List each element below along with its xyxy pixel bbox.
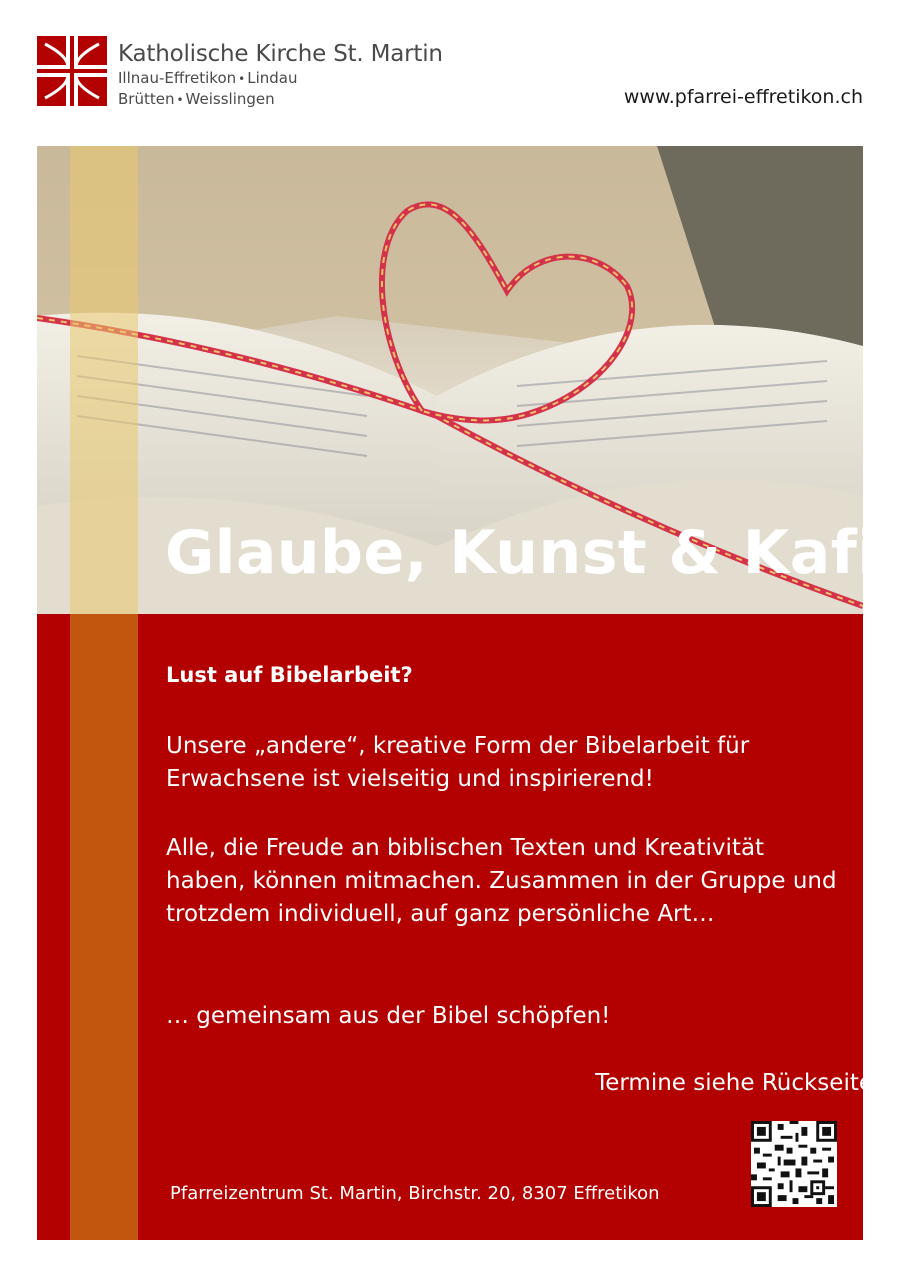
qr-code-icon[interactable] bbox=[751, 1121, 837, 1207]
vertical-band bbox=[70, 614, 138, 1240]
poster-title: Glaube, Kunst & Kafi bbox=[165, 518, 879, 588]
paragraph-audience: Alle, die Freude an biblischen Texten und Kreativität haben, können mitmachen. Zusammen in der Gruppe und trotzdem individuell, auf ganz persönliche Art… bbox=[166, 835, 837, 927]
paragraph-closing: … gemeinsam aus der Bibel schöpfen! bbox=[166, 1003, 611, 1029]
location-bruetten: Brütten bbox=[118, 90, 175, 108]
website-link[interactable]: www.pfarrei-effretikon.ch bbox=[623, 86, 863, 108]
organization-locations-1 bbox=[118, 68, 443, 89]
separator-dot: • bbox=[238, 72, 246, 86]
location-illnau: Illnau-Effretikon bbox=[118, 69, 237, 87]
schedule-note: Termine siehe Rückseite bbox=[595, 1070, 873, 1096]
vertical-band-overlay bbox=[70, 146, 138, 614]
organization-name: Katholische Kirche St. Martin bbox=[118, 41, 443, 67]
separator-dot: • bbox=[176, 93, 184, 107]
content-heading: Lust auf Bibelarbeit? bbox=[166, 663, 413, 687]
organization-block bbox=[118, 40, 443, 110]
organization-locations-2 bbox=[118, 89, 443, 110]
paragraph-intro: Unsere „andere“, kreative Form der Bibelarbeit für Erwachsene ist vielseitig und inspirierend! bbox=[166, 733, 750, 792]
location-weisslingen: Weisslingen bbox=[185, 90, 275, 108]
content-text bbox=[166, 660, 846, 1029]
venue-address: Pfarreizentrum St. Martin, Birchstr. 20, 8307 Effretikon bbox=[170, 1183, 660, 1204]
church-logo bbox=[37, 36, 107, 106]
location-lindau: Lindau bbox=[247, 69, 298, 87]
